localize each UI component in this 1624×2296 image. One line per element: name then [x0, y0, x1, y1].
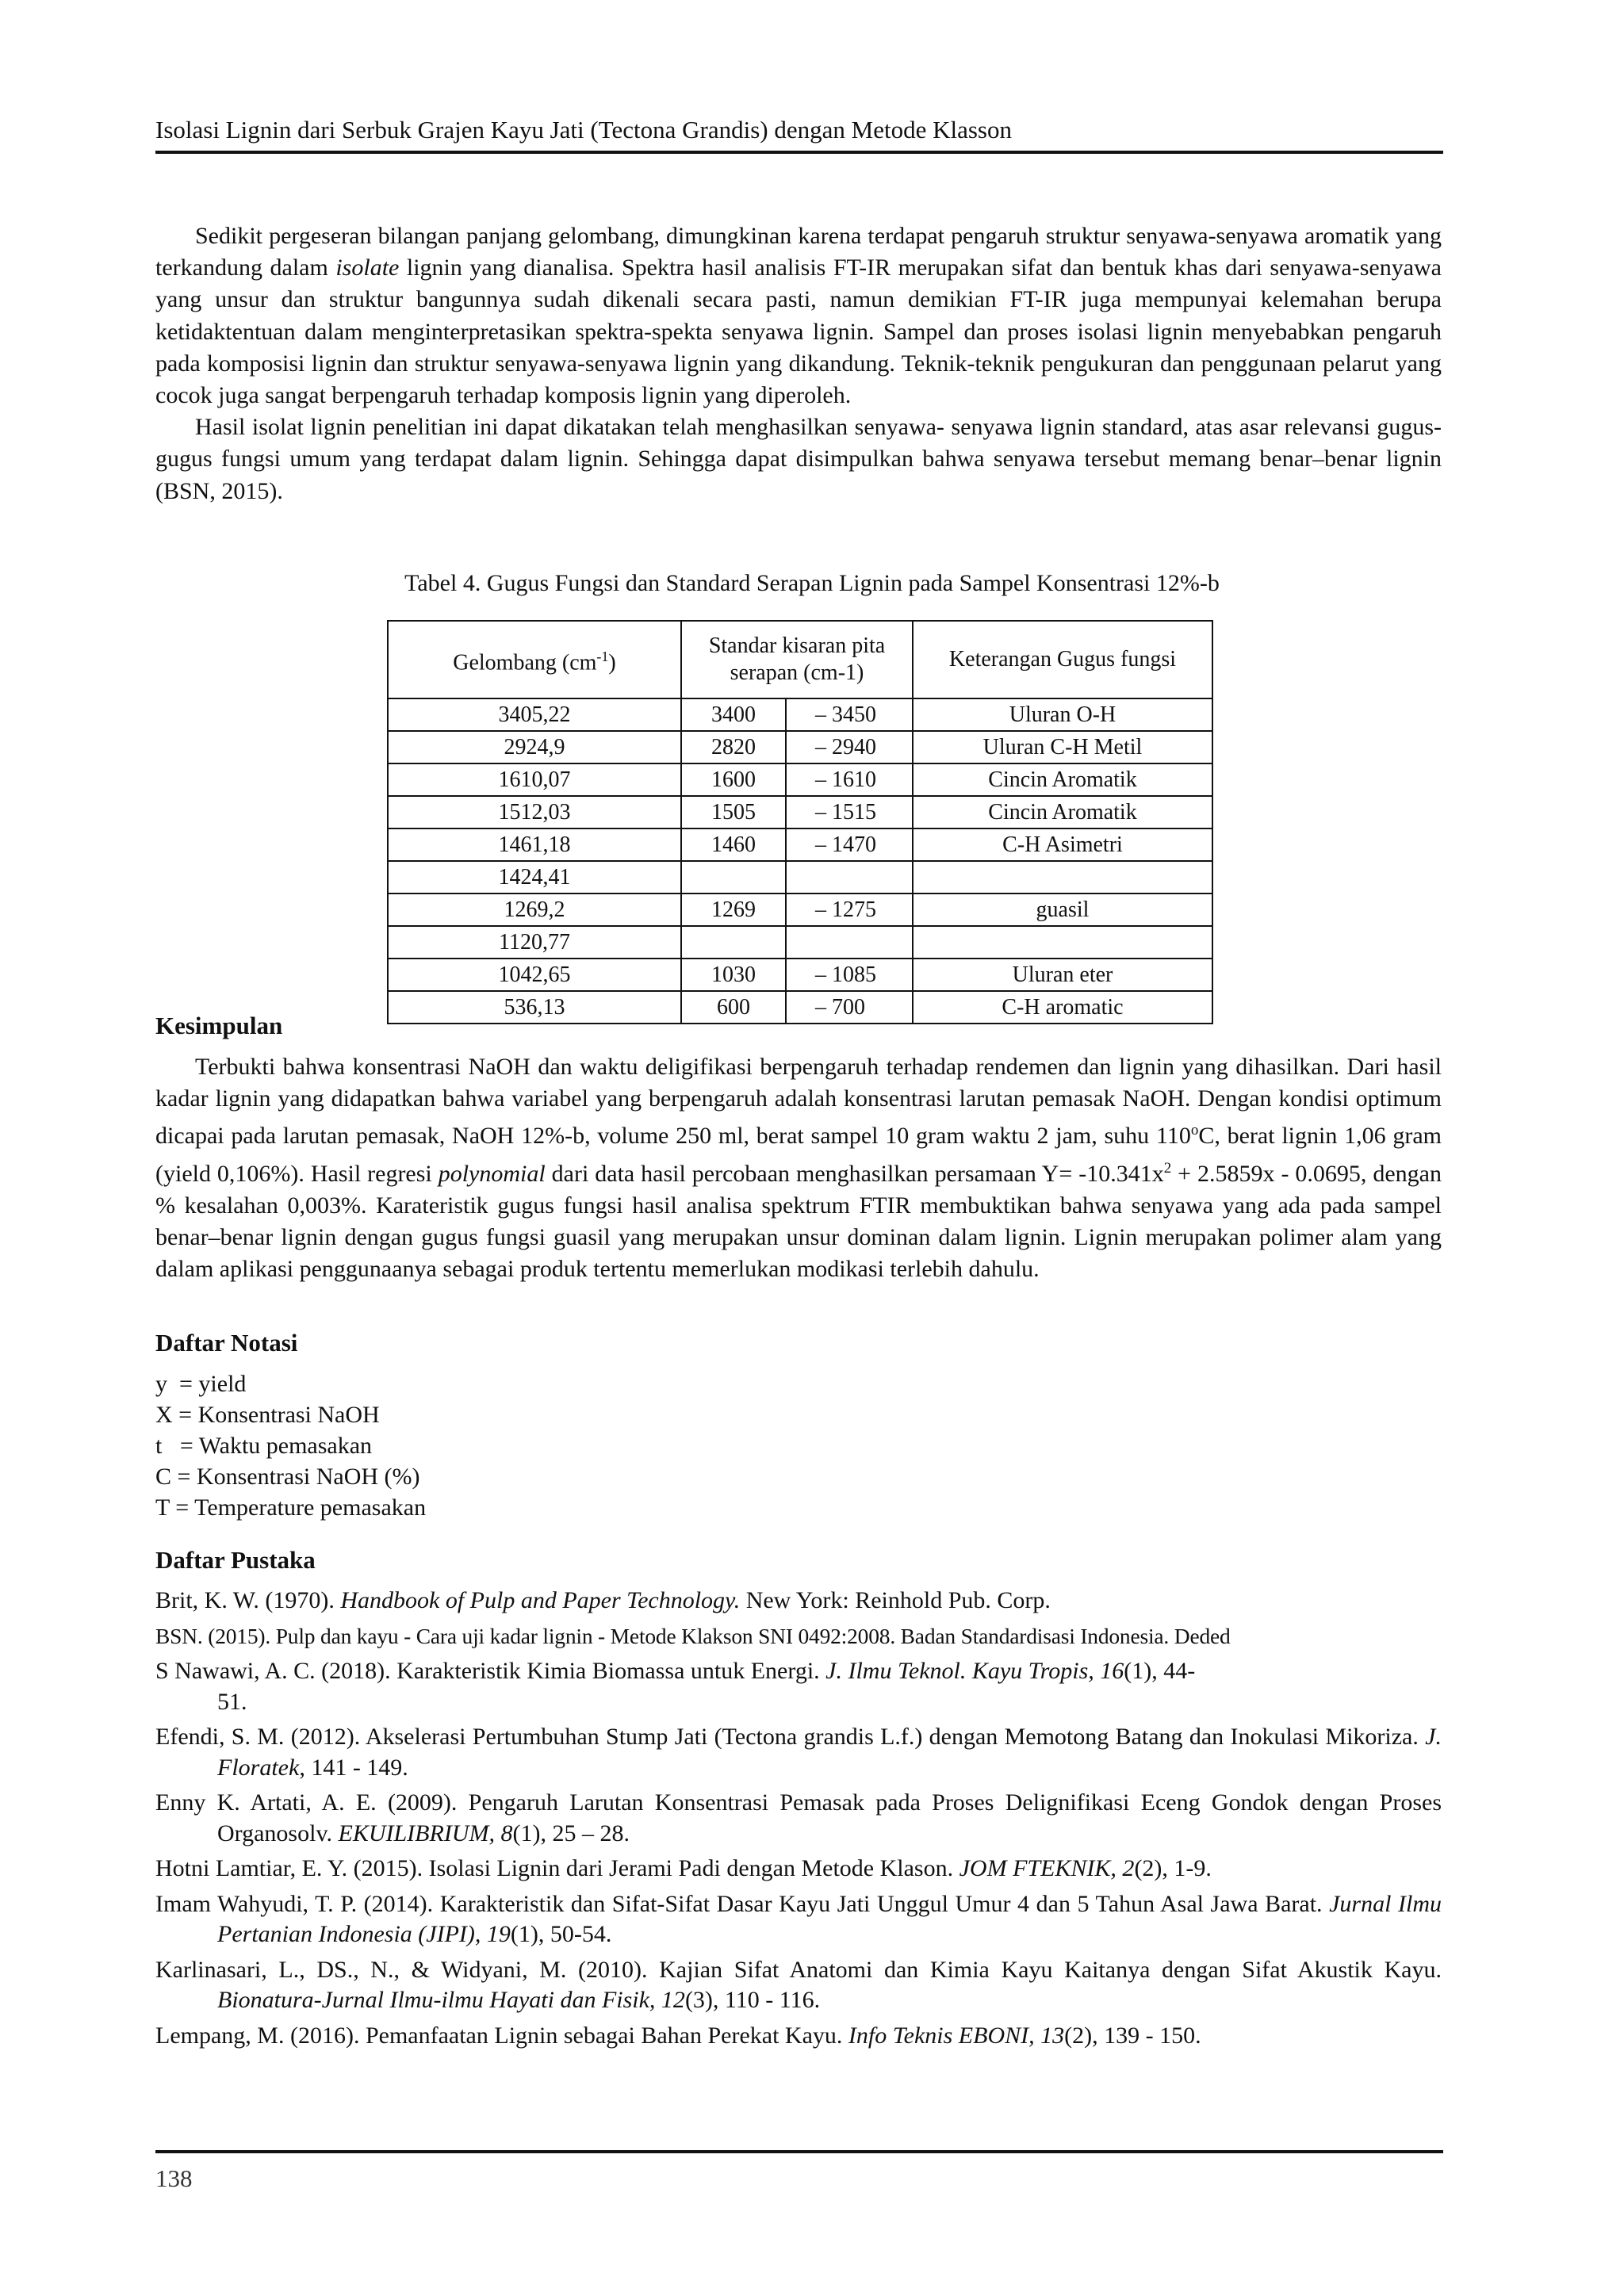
cell-standar-high: – 2940	[786, 731, 913, 763]
reference-item: Brit, K. W. (1970). Handbook of Pulp and Paper Technology. New York: Reinhold Pub. Corp.	[155, 1587, 1051, 1613]
table-row	[388, 828, 1212, 861]
kesimpulan-section	[155, 1051, 1442, 1285]
reference-item: Lempang, M. (2016). Pemanfaatan Lignin sebagai Bahan Perekat Kayu. Info Teknis EBONI, 13(2), 139 - 150.	[155, 2022, 1201, 2049]
intro-paragraph-2: Hasil isolat lignin penelitian ini dapat dikatakan telah menghasilkan senyawa- senyawa lignin standard, atas asar relevansi gugus-gugus fungsi umum yang terdapat dalam lignin. Sehingga dapat disimpulkan bahwa senyawa tersebut memang benar–benar lignin (BSN, 2015).	[155, 414, 1442, 504]
intro-section	[155, 220, 1442, 507]
header-keterangan: Keterangan Gugus fungsi	[913, 621, 1212, 698]
table-row	[388, 731, 1212, 763]
cell-keterangan: C-H Asimetri	[913, 828, 1212, 861]
cell-standar-high: – 1610	[786, 763, 913, 796]
cell-gelombang: 1610,07	[388, 763, 681, 796]
reference-item: Enny K. Artati, A. E. (2009). Pengaruh Larutan Konsentrasi Pemasak pada Proses Delignifikasi Eceng Gondok dengan Proses Organosolv. EKUILIBRIUM, 8(1), 25 – 28.	[155, 1789, 1442, 1846]
cell-keterangan: C-H aromatic	[913, 991, 1212, 1024]
notation-item: C = Konsentrasi NaOH (%)	[155, 1464, 420, 1490]
emphasis-isolate: isolate	[335, 254, 400, 281]
table-row	[388, 796, 1212, 828]
notation-list	[155, 1368, 426, 1523]
table-row	[388, 763, 1212, 796]
page-number: 138	[155, 2164, 193, 2192]
cell-standar-high: – 1470	[786, 828, 913, 861]
functional-group-table	[387, 620, 1213, 1024]
table-row	[388, 861, 1212, 894]
cell-standar-high: – 3450	[786, 698, 913, 731]
cell-gelombang: 3405,22	[388, 698, 681, 731]
header-standar: Standar kisaran pita serapan (cm-1)	[681, 621, 913, 698]
cell-keterangan: Uluran O-H	[913, 698, 1212, 731]
cell-keterangan: Uluran C-H Metil	[913, 731, 1212, 763]
header-rule	[155, 151, 1443, 154]
reference-item: Efendi, S. M. (2012). Akselerasi Pertumbuhan Stump Jati (Tectona grandis L.f.) dengan Memotong Batang dan Inokulasi Mikoriza. J. Floratek, 141 - 149.	[155, 1724, 1442, 1781]
reference-item: Imam Wahyudi, T. P. (2014). Karakteristik dan Sifat-Sifat Dasar Kayu Jati Unggul Umur 4 dan 5 Tahun Asal Jawa Barat. Jurnal Ilmu Pertanian Indonesia (JIPI), 19(1), 50-54.	[155, 1890, 1442, 1947]
cell-gelombang: 1424,41	[388, 861, 681, 894]
heading-daftar-notasi: Daftar Notasi	[155, 1329, 298, 1357]
reference-item: BSN. (2015). Pulp dan kayu - Cara uji kadar lignin - Metode Klakson SNI 0492:2008. Badan Standardisasi Indonesia. Deded	[155, 1623, 1231, 1648]
cell-standar-low	[681, 861, 786, 894]
cell-standar-low: 1600	[681, 763, 786, 796]
cell-standar-high: – 1275	[786, 894, 913, 926]
cell-standar-high: – 1085	[786, 959, 913, 991]
cell-gelombang: 1461,18	[388, 828, 681, 861]
cell-standar-low: 1030	[681, 959, 786, 991]
notation-item: y = yield	[155, 1371, 247, 1397]
cell-gelombang: 1120,77	[388, 926, 681, 959]
cell-keterangan	[913, 861, 1212, 894]
reference-item: Karlinasari, L., DS., N., & Widyani, M. (2010). Kajian Sifat Anatomi dan Kimia Kayu Kaitanya dengan Sifat Akustik Kayu. Bionatura-Jurnal Ilmu-ilmu Hayati dan Fisik, 12(3), 110 - 116.	[155, 1956, 1442, 2013]
intro-paragraph-1: Sedikit pergeseran bilangan panjang gelombang, dimungkinan karena terdapat pengaruh struktur senyawa-senyawa aromatik yang terkandung dalam isolate lignin yang dianalisa. Spektra hasil analisis FT-IR merupakan sifat dan bentuk khas dari senyawa-senyawa yang unsur dan struktur bangunnya sudah dikenali secara pasti, namun demikian FT-IR juga mempunyai kelemahan berupa ketidaktentuan dalam menginterpretasikan spektra-spekta senyawa lignin. Sampel dan proses isolasi lignin menyebabkan pengaruh pada komposisi lignin dan struktur senyawa-senyawa lignin yang dikandung. Teknik-teknik pengukuran dan penggunaan pelarut yang cocok juga sangat berpengaruh terhadap komposis lignin yang diperoleh.	[155, 223, 1442, 409]
cell-standar-low: 3400	[681, 698, 786, 731]
table-caption: Tabel 4. Gugus Fungsi dan Standard Serapan Lignin pada Sampel Konsentrasi 12%-b	[404, 570, 1220, 596]
table-row	[388, 991, 1212, 1024]
cell-standar-high: – 700	[786, 991, 913, 1024]
table-row	[388, 698, 1212, 731]
notation-item: T = Temperature pemasakan	[155, 1494, 427, 1521]
table-row	[388, 894, 1212, 926]
kesimpulan-paragraph: Terbukti bahwa konsentrasi NaOH dan waktu deligifikasi berpengaruh terhadap rendemen dan lignin yang dihasilkan. Dari hasil kadar lignin yang didapatkan bahwa variabel yang berpengaruh adalah konsentrasi larutan pemasak NaOH. Dengan kondisi optimum dicapai pada larutan pemasak, NaOH 12%-b, volume 250 ml, berat sampel 10 gram waktu 2 jam, suhu 110$^o$C, berat lignin 1,06 gram (yield 0,106%). Hasil regresi polynomial dari data hasil percobaan menghasilkan persamaan $Y= -10.341x^2 + 2.5859x - 0.0695$, dengan % kesalahan 0,003%. Karateristik gugus fungsi hasil analisa spektrum FTIR membuktikan bahwa senyawa yang ada pada sampel benar–benar lignin dengan gugus fungsi guasil yang merupakan unsur dominan dalam lignin. Lignin merupakan polimer alam yang dalam aplikasi penggunaanya sebagai produk tertentu memerlukan modikasi terlebih dahulu.	[155, 1054, 1442, 1283]
cell-keterangan: Cincin Aromatik	[913, 796, 1212, 828]
reference-item: Hotni Lamtiar, E. Y. (2015). Isolasi Lignin dari Jerami Padi dengan Metode Klason. JOM FTEKNIK, 2(2), 1-9.	[155, 1855, 1212, 1881]
cell-gelombang: 1269,2	[388, 894, 681, 926]
emphasis-polynomial: polynomial	[438, 1160, 546, 1187]
footer-rule	[155, 2150, 1443, 2153]
cell-standar-low: 1269	[681, 894, 786, 926]
heading-daftar-pustaka: Daftar Pustaka	[155, 1546, 316, 1574]
table-body	[388, 698, 1212, 1024]
notation-item: X = Konsentrasi NaOH	[155, 1402, 380, 1428]
table-row	[388, 959, 1212, 991]
cell-standar-low: 600	[681, 991, 786, 1024]
notation-item: t = Waktu pemasakan	[155, 1433, 373, 1459]
reference-continuation: 51.	[217, 1688, 247, 1715]
cell-standar-low: 1505	[681, 796, 786, 828]
cell-gelombang: 2924,9	[388, 731, 681, 763]
cell-standar-high	[786, 926, 913, 959]
table-row	[388, 926, 1212, 959]
heading-kesimpulan: Kesimpulan	[155, 1012, 283, 1039]
cell-standar-low: 2820	[681, 731, 786, 763]
running-head: Isolasi Lignin dari Serbuk Grajen Kayu Jati (Tectona Grandis) dengan Metode Klasson	[155, 116, 1012, 144]
cell-standar-low: 1460	[681, 828, 786, 861]
reference-item: S Nawawi, A. C. (2018). Karakteristik Kimia Biomassa untuk Energi. J. Ilmu Teknol. Kayu Tropis, 16(1), 44-	[155, 1658, 1196, 1684]
cell-standar-high	[786, 861, 913, 894]
reference-list	[155, 1586, 1442, 2056]
cell-standar-low	[681, 926, 786, 959]
header-gelombang: Gelombang $(cm^{-1})$	[388, 621, 681, 698]
cell-keterangan	[913, 926, 1212, 959]
cell-keterangan: Cincin Aromatik	[913, 763, 1212, 796]
cell-gelombang: 1512,03	[388, 796, 681, 828]
cell-gelombang: 1042,65	[388, 959, 681, 991]
table-header-row	[388, 621, 1212, 698]
cell-keterangan: guasil	[913, 894, 1212, 926]
cell-standar-high: – 1515	[786, 796, 913, 828]
cell-keterangan: Uluran eter	[913, 959, 1212, 991]
cell-gelombang: 536,13	[388, 991, 681, 1024]
